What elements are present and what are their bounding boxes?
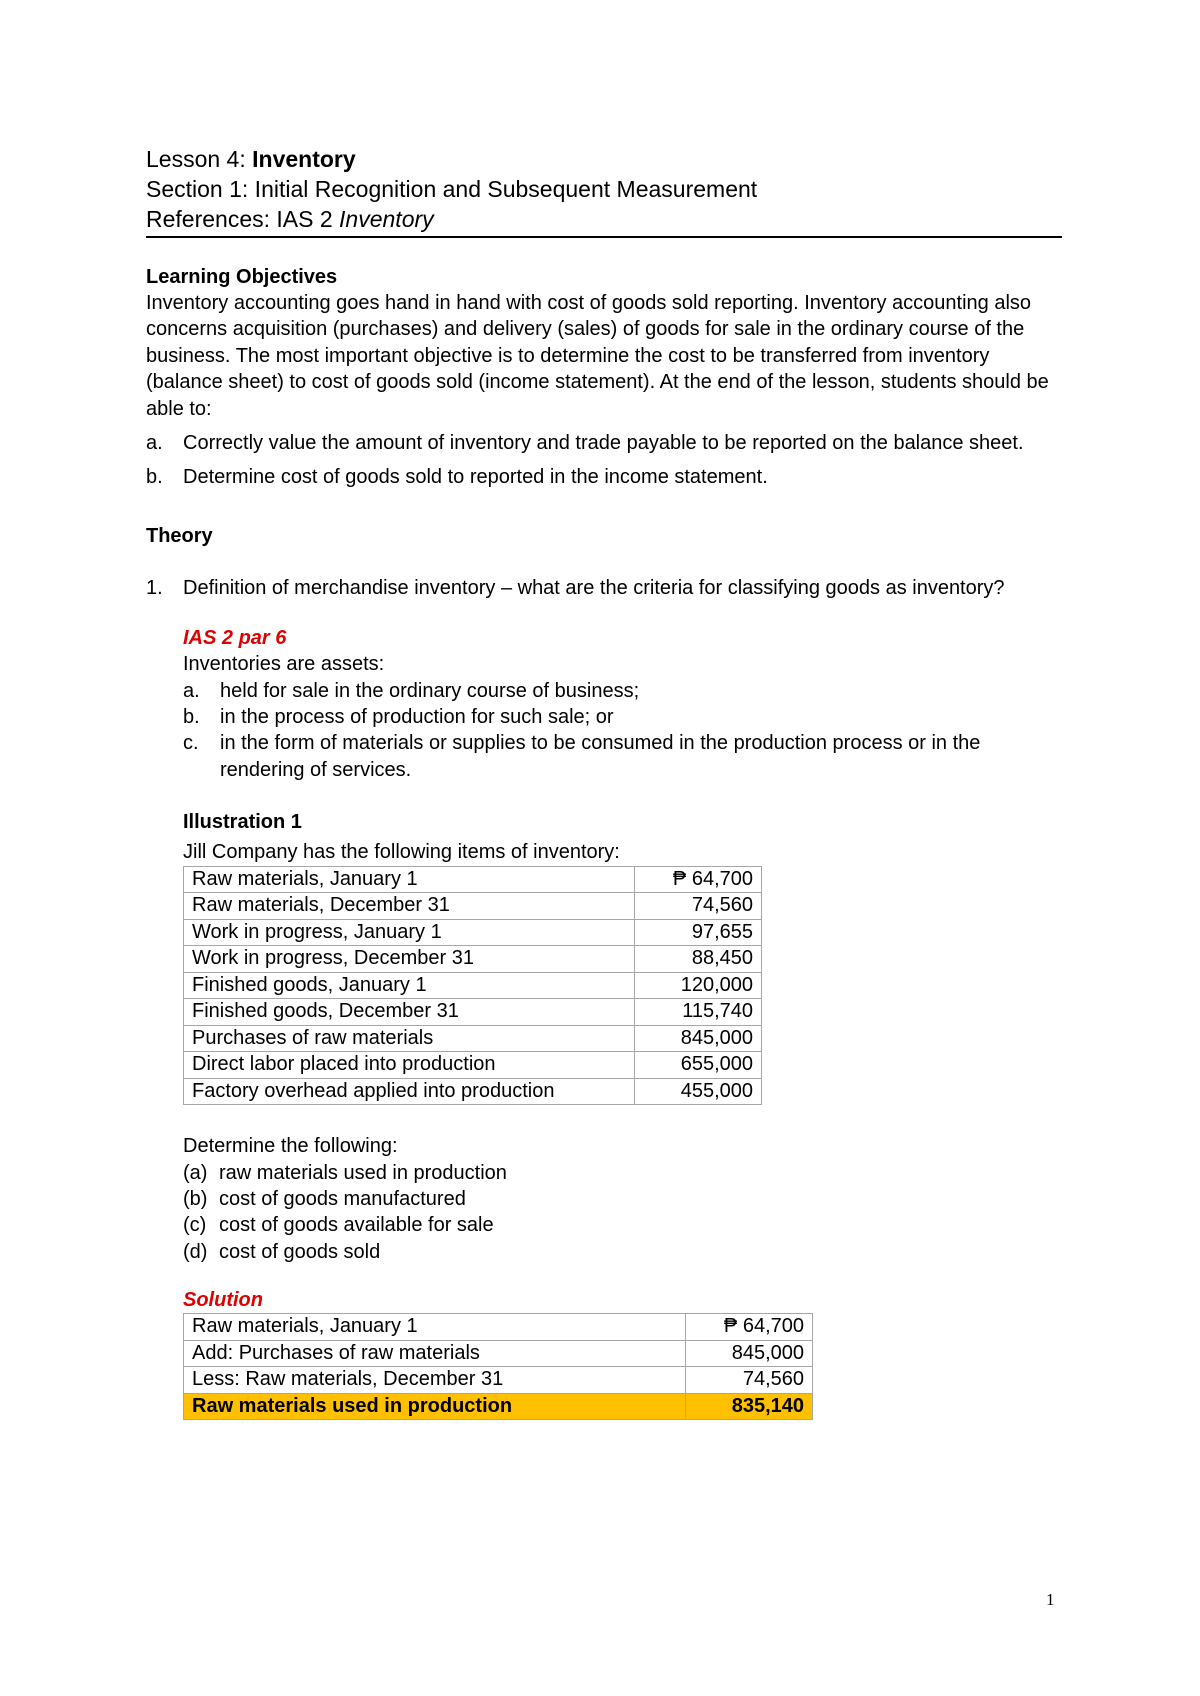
list-marker: c. (183, 732, 199, 755)
table-row (184, 919, 762, 946)
table-cell-amount: 655,000 (635, 1052, 762, 1079)
table-cell-label: Work in progress, January 1 (184, 919, 635, 946)
table-cell-label: Work in progress, December 31 (184, 946, 635, 973)
header-divider (146, 236, 1062, 238)
list-marker: a. (146, 432, 163, 455)
list-marker: b. (146, 466, 163, 489)
list-text: in the form of materials or supplies to be consumed in the production process or in the rendering of services. (220, 732, 981, 781)
list-marker: (d) (183, 1240, 208, 1263)
table-cell-label: Add: Purchases of raw materials (184, 1340, 686, 1367)
solution-table (183, 1313, 813, 1420)
inventory-items-table (183, 866, 762, 1106)
table-cell-label: Raw materials, January 1 (184, 866, 635, 893)
table-row (184, 866, 762, 893)
lesson-title-line (146, 144, 1066, 174)
table-cell-label: Less: Raw materials, December 31 (184, 1367, 686, 1394)
table-cell-label: Factory overhead applied into production (184, 1078, 635, 1105)
list-item (183, 1239, 1066, 1265)
table-cell-amount: 845,000 (686, 1340, 813, 1367)
table-cell-amount: ₱ 64,700 (635, 866, 762, 893)
table-cell-amount: 74,560 (635, 893, 762, 920)
table-cell-amount: 120,000 (635, 972, 762, 999)
table-row (184, 1078, 762, 1105)
table-row (184, 893, 762, 920)
theory-question (146, 575, 1066, 601)
list-marker: (b) (183, 1188, 208, 1210)
objectives-heading: Learning Objectives (146, 266, 338, 288)
objectives-list (146, 430, 1066, 491)
illustration-intro: Jill Company has the following items of inventory: (183, 841, 620, 864)
list-marker: a. (183, 679, 200, 702)
list-item (183, 1186, 1066, 1212)
table-cell-label: Raw materials used in production (184, 1393, 686, 1420)
table-cell-label: Purchases of raw materials (184, 1025, 635, 1052)
list-item (183, 730, 1066, 783)
solution-heading: Solution (183, 1289, 263, 1312)
table-row (184, 1340, 813, 1367)
determine-intro: Determine the following: (183, 1135, 398, 1158)
theory-block (183, 625, 1066, 1420)
section-title: Section 1: Initial Recognition and Subsequent Measurement (146, 176, 758, 202)
list-text: Correctly value the amount of inventory and trade payable to be reported on the balance sheet. (183, 432, 1024, 455)
lesson-header (146, 144, 1066, 234)
list-text: cost of goods manufactured (219, 1188, 466, 1210)
table-row (184, 1367, 813, 1394)
page-number: 1 (1046, 1590, 1055, 1609)
main-content (146, 266, 1066, 1420)
list-text: in the process of production for such sale; or (220, 706, 614, 729)
criteria-list (183, 678, 1066, 784)
list-text: held for sale in the ordinary course of business; (220, 679, 640, 702)
references-italic: Inventory (339, 206, 434, 232)
lesson-prefix: Lesson 4: (146, 146, 253, 172)
table-cell-amount: ₱ 64,700 (686, 1314, 813, 1341)
table-row (184, 946, 762, 973)
list-text: cost of goods sold (219, 1240, 381, 1263)
table-row (184, 972, 762, 999)
ias-reference-label: IAS 2 par 6 (183, 627, 287, 650)
list-item (183, 1212, 1066, 1238)
determine-list (183, 1160, 1066, 1266)
table-row (184, 1025, 762, 1052)
table-cell-label: Finished goods, January 1 (184, 972, 635, 999)
table-cell-label: Direct labor placed into production (184, 1052, 635, 1079)
list-item (146, 464, 1066, 490)
illustration-heading: Illustration 1 (183, 811, 302, 834)
table-cell-label: Raw materials, January 1 (184, 1314, 686, 1341)
references-prefix: References: IAS 2 (146, 206, 340, 232)
inventories-intro: Inventories are assets: (183, 653, 385, 676)
objectives-body: Inventory accounting goes hand in hand with cost of goods sold reporting. Inventory accounting also concerns acquisition (purchases) and delivery (sales) of goods for sale in the ordinary course of the business. The most important objective is to determine the cost to be transferred from inventory (balance sheet) to cost of goods sold (income statement). At the end of the lesson, students should be able to: (146, 292, 1049, 420)
table-cell-amount: 845,000 (635, 1025, 762, 1052)
table-cell-label: Raw materials, December 31 (184, 893, 635, 920)
list-text: raw materials used in production (219, 1161, 507, 1184)
theory-heading: Theory (146, 524, 213, 547)
table-cell-amount: 455,000 (635, 1078, 762, 1105)
list-marker: 1. (146, 576, 163, 599)
references-line (146, 204, 1066, 234)
list-item (146, 430, 1066, 456)
table-cell-amount: 74,560 (686, 1367, 813, 1394)
list-marker: (a) (183, 1161, 208, 1184)
list-text: Definition of merchandise inventory – what are the criteria for classifying goods as inventory? (183, 576, 1005, 599)
table-cell-amount: 115,740 (635, 999, 762, 1026)
table-cell-amount: 835,140 (686, 1393, 813, 1420)
table-cell-amount: 97,655 (635, 919, 762, 946)
list-text: cost of goods available for sale (219, 1214, 494, 1237)
list-marker: b. (183, 706, 200, 729)
list-item (146, 575, 1066, 601)
table-row (184, 1314, 813, 1341)
list-text: Determine cost of goods sold to reported in the income statement. (183, 466, 768, 489)
table-row-total (184, 1393, 813, 1420)
lesson-title: Inventory (252, 146, 356, 172)
list-marker: (c) (183, 1214, 207, 1237)
table-row (184, 1052, 762, 1079)
list-item (183, 704, 1066, 730)
list-item (183, 678, 1066, 704)
table-cell-amount: 88,450 (635, 946, 762, 973)
table-cell-label: Finished goods, December 31 (184, 999, 635, 1026)
list-item (183, 1160, 1066, 1186)
table-row (184, 999, 762, 1026)
